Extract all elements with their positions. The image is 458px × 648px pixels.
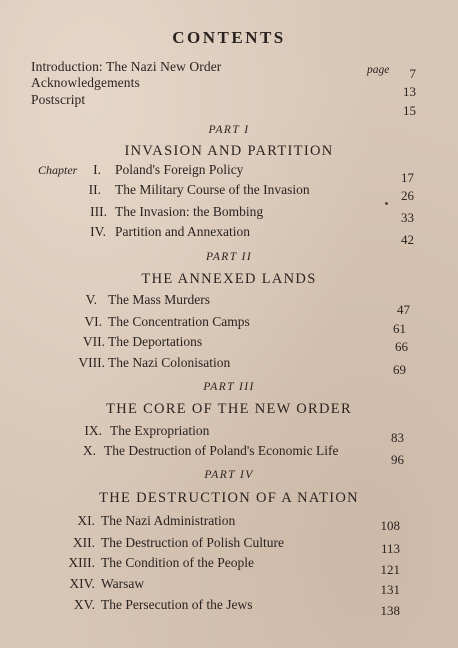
chapter-title: The Destruction of Poland's Economic Life [104, 443, 339, 458]
chapter-numeral: IV. [90, 224, 106, 239]
chapter-title: The Invasion: the Bombing [115, 204, 264, 219]
chapter-numeral: I. [93, 162, 101, 177]
chapter-title: The Persecution of the Jews [101, 597, 253, 612]
chapter-title: Warsaw [101, 576, 145, 591]
chapter-title: The Concentration Camps [108, 314, 250, 329]
chapter-numeral: XII. [72, 535, 95, 550]
chapter-title: The Nazi Colonisation [108, 355, 231, 370]
chapter-title: Partition and Annexation [115, 224, 250, 239]
chapter-title: The Destruction of Polish Culture [101, 535, 284, 550]
page-number: 83 [391, 430, 404, 445]
chapter-numeral: II. [88, 182, 101, 197]
chapter-title: The Deportations [108, 334, 203, 349]
chapter-numeral: IX. [84, 423, 102, 438]
page-number: 138 [380, 603, 400, 618]
part-title: THE ANNEXED LANDS [141, 271, 317, 287]
chapter-numeral: XV. [73, 597, 95, 612]
paper-speck [385, 202, 388, 205]
part-title: THE CORE OF THE NEW ORDER [106, 401, 352, 417]
page-number: 121 [380, 562, 400, 577]
toc-entry-postscript: Postscript [31, 92, 86, 107]
part-title: INVASION AND PARTITION [124, 143, 334, 159]
page-number: 13 [403, 84, 416, 99]
toc-entry-introduction: Introduction: The Nazi New Order [31, 59, 222, 74]
part-title: THE DESTRUCTION OF A NATION [99, 490, 359, 506]
page-number: 66 [395, 339, 408, 354]
part-label: PART II [205, 251, 253, 263]
page-number: 17 [401, 170, 414, 185]
chapter-numeral: III. [90, 204, 107, 219]
page-number: 96 [391, 452, 404, 467]
page-number: 47 [397, 302, 410, 317]
chapter-numeral: XIV. [69, 576, 95, 591]
chapter-title: The Condition of the People [101, 555, 254, 570]
page-number: 7 [409, 66, 416, 81]
chapter-title: Poland's Foreign Policy [115, 162, 244, 177]
page-number: 113 [380, 541, 400, 556]
chapter-numeral: XIII. [68, 555, 95, 570]
page-number: 108 [380, 518, 400, 533]
chapter-numeral: VI. [84, 314, 102, 329]
part-label: PART I [208, 124, 250, 136]
page-number: 69 [393, 362, 406, 377]
chapter-title: The Military Course of the Invasion [115, 182, 310, 197]
page-number: 61 [393, 321, 406, 336]
chapter-numeral: VIII. [78, 355, 105, 370]
page-title: CONTENTS [172, 28, 286, 47]
chapter-title: The Mass Murders [108, 292, 210, 307]
chapter-label: Chapter [38, 163, 78, 177]
page-column-label: page [367, 64, 390, 76]
page-number: 131 [380, 582, 400, 597]
page-number: 33 [401, 210, 414, 225]
toc-entry-acknowledgements: Acknowledgements [31, 75, 140, 90]
page-number: 26 [401, 188, 414, 203]
part-label: PART III [203, 381, 255, 393]
chapter-title: The Expropriation [110, 423, 210, 438]
chapter-numeral: X. [82, 443, 96, 458]
chapter-numeral: XI. [77, 513, 95, 528]
chapter-numeral: V. [85, 292, 97, 307]
part-label: PART IV [204, 469, 254, 481]
chapter-numeral: VII. [82, 334, 105, 349]
page-number: 15 [403, 103, 416, 118]
chapter-title: The Nazi Administration [101, 513, 236, 528]
page-number: 42 [401, 232, 414, 247]
